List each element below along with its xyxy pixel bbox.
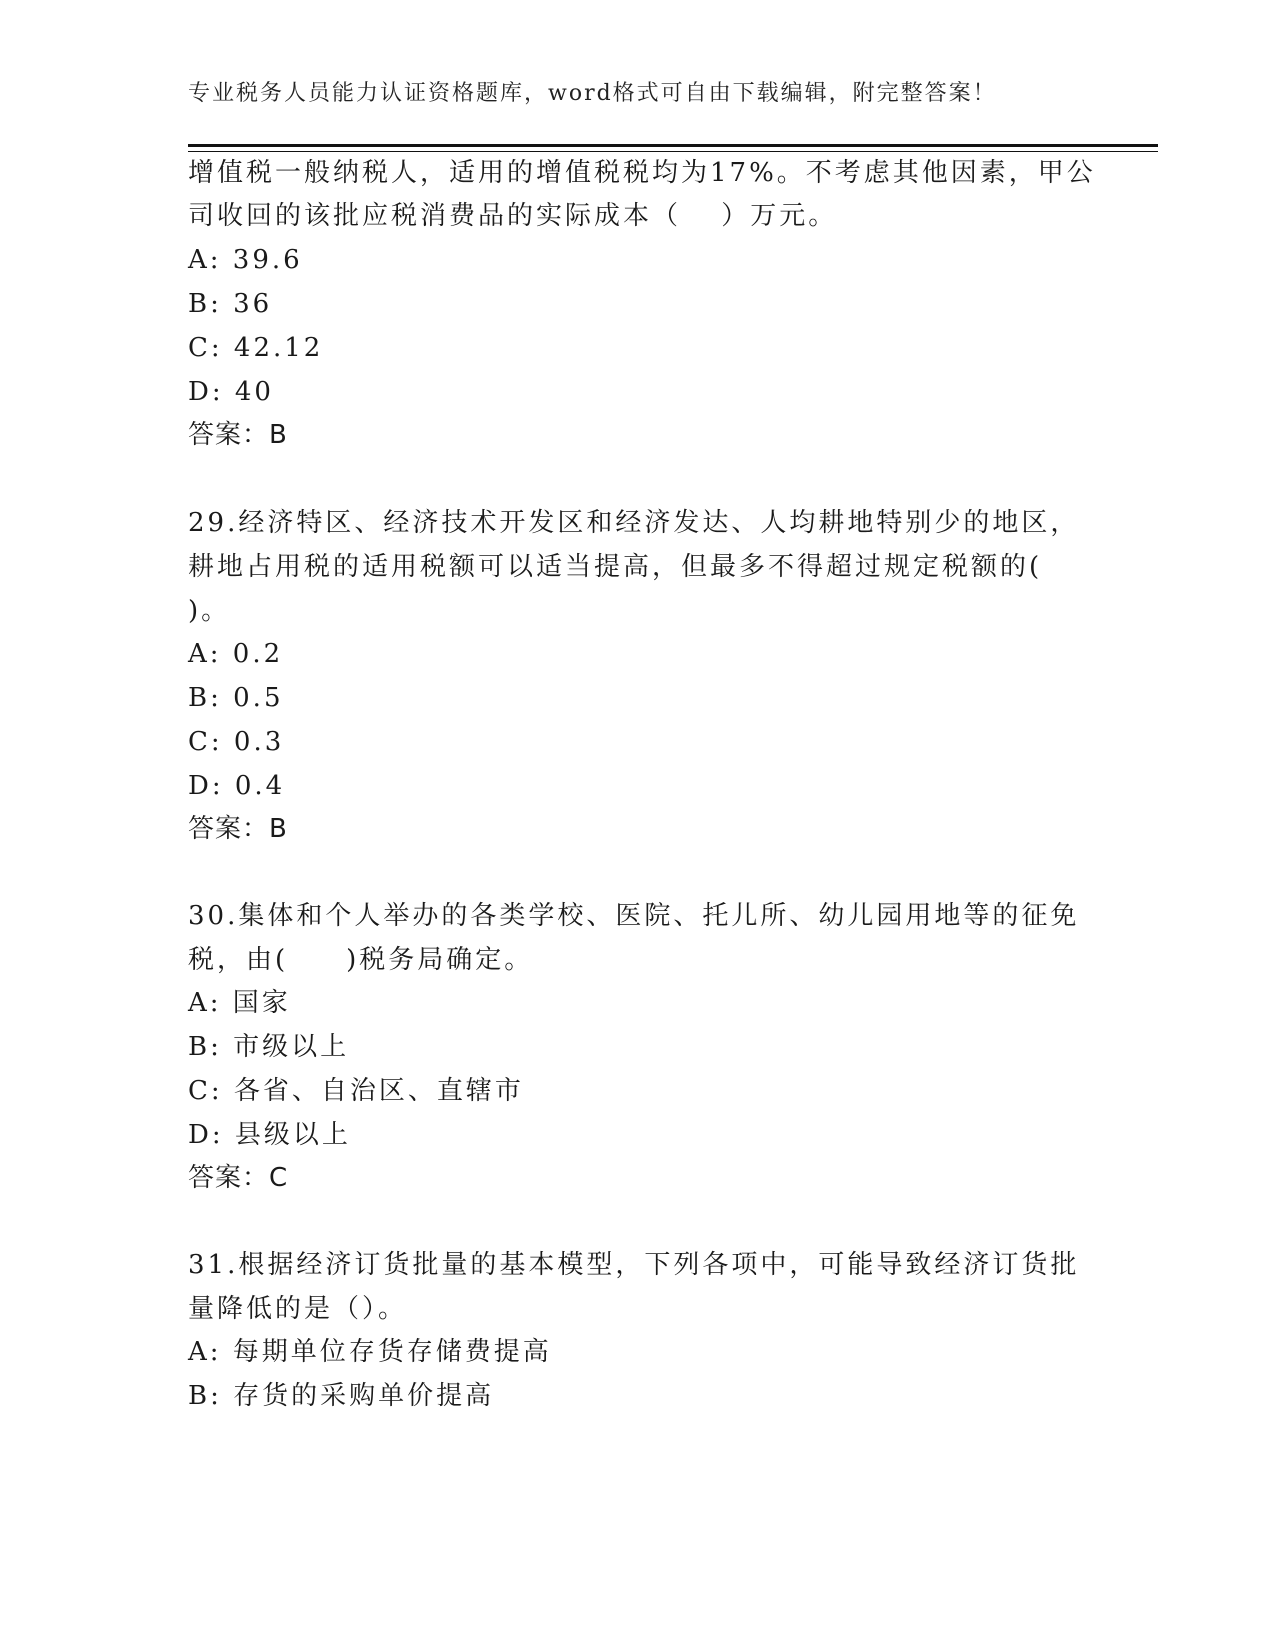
option-a: A: 0.2 — [188, 639, 284, 669]
header-rule-thin — [188, 151, 1158, 152]
option-c: C: 0.3 — [188, 727, 285, 757]
answer: 答案：B — [188, 420, 288, 450]
answer: 答案：B — [188, 814, 288, 844]
option-b: B: 存货的采购单价提高 — [188, 1381, 495, 1411]
header-rule-thick — [188, 144, 1158, 147]
question-29-line: )。 — [188, 596, 231, 626]
option-a: A: 每期单位存货存储费提高 — [188, 1337, 552, 1367]
question-29-line: 耕地占用税的适用税额可以适当提高，但最多不得超过规定税额的( — [188, 552, 1043, 582]
answer: 答案：C — [188, 1163, 289, 1193]
option-a: A: 国家 — [188, 988, 291, 1018]
question-text-line: 司收回的该批应税消费品的实际成本（ ）万元。 — [188, 201, 838, 231]
question-30-line: 30.集体和个人举办的各类学校、医院、托儿所、幼儿园用地等的征免 — [188, 901, 1080, 931]
option-a: A: 39.6 — [188, 245, 303, 275]
question-31-line: 31.根据经济订货批量的基本模型，下列各项中，可能导致经济订货批 — [188, 1250, 1080, 1280]
question-31-line: 量降低的是（）。 — [188, 1294, 408, 1324]
question-29-line: 29.经济特区、经济技术开发区和经济发达、人均耕地特别少的地区， — [188, 508, 1080, 538]
option-d: D: 0.4 — [188, 771, 286, 801]
option-d: D: 县级以上 — [188, 1120, 351, 1150]
option-c: C: 42.12 — [188, 333, 324, 363]
option-b: B: 市级以上 — [188, 1032, 350, 1062]
question-text-line: 增值税一般纳税人，适用的增值税税均为17%。不考虑其他因素，甲公 — [188, 158, 1096, 188]
option-b: B: 36 — [188, 289, 273, 319]
page-header: 专业税务人员能力认证资格题库，word格式可自由下载编辑，附完整答案！ — [188, 81, 997, 106]
option-d: D: 40 — [188, 377, 274, 407]
option-c: C: 各省、自治区、直辖市 — [188, 1076, 524, 1106]
question-30-line: 税，由( )税务局确定。 — [188, 945, 534, 975]
option-b: B: 0.5 — [188, 683, 284, 713]
